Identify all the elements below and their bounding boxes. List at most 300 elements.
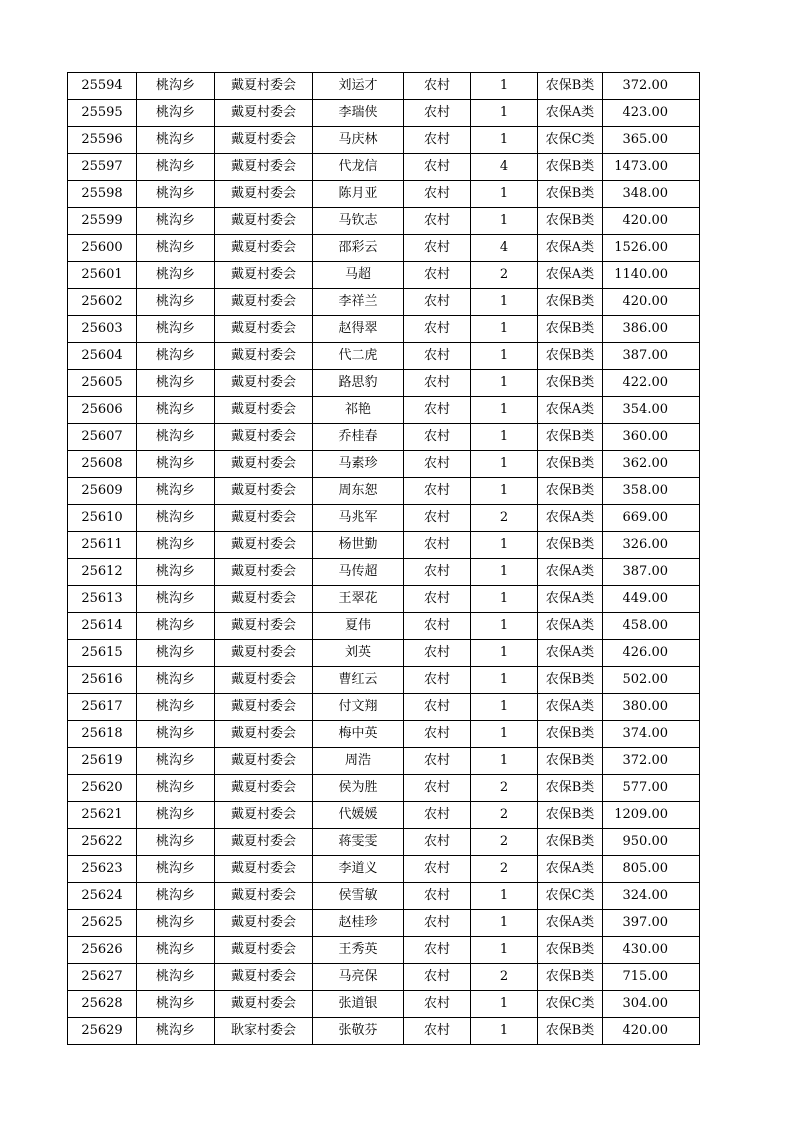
village-committee-cell: 戴夏村委会 — [215, 451, 313, 478]
area-type-cell: 农村 — [404, 910, 471, 937]
record-id-cell: 25607 — [68, 424, 137, 451]
person-name-cell: 祁艳 — [313, 397, 404, 424]
township-cell: 桃沟乡 — [137, 208, 215, 235]
household-count-cell: 2 — [471, 964, 538, 991]
insurance-category-cell: 农保B类 — [538, 532, 603, 559]
household-count-cell: 1 — [471, 73, 538, 100]
record-id-cell: 25603 — [68, 316, 137, 343]
village-committee-cell: 戴夏村委会 — [215, 235, 313, 262]
household-count-cell: 2 — [471, 262, 538, 289]
record-id-cell: 25595 — [68, 100, 137, 127]
record-id-cell: 25625 — [68, 910, 137, 937]
township-cell: 桃沟乡 — [137, 694, 215, 721]
table-row — [68, 289, 700, 316]
amount-cell: 1473.00 — [603, 154, 700, 181]
record-id-cell: 25605 — [68, 370, 137, 397]
insurance-category-cell: 农保B类 — [538, 73, 603, 100]
area-type-cell: 农村 — [404, 343, 471, 370]
area-type-cell: 农村 — [404, 127, 471, 154]
household-count-cell: 1 — [471, 127, 538, 154]
area-type-cell: 农村 — [404, 505, 471, 532]
amount-cell: 358.00 — [603, 478, 700, 505]
record-id-cell: 25598 — [68, 181, 137, 208]
household-count-cell: 1 — [471, 694, 538, 721]
amount-cell: 372.00 — [603, 748, 700, 775]
area-type-cell: 农村 — [404, 1018, 471, 1045]
insurance-category-cell: 农保B类 — [538, 802, 603, 829]
insurance-category-cell: 农保B类 — [538, 154, 603, 181]
record-id-cell: 25611 — [68, 532, 137, 559]
person-name-cell: 李道义 — [313, 856, 404, 883]
person-name-cell: 马兆军 — [313, 505, 404, 532]
area-type-cell: 农村 — [404, 100, 471, 127]
record-id-cell: 25626 — [68, 937, 137, 964]
amount-cell: 805.00 — [603, 856, 700, 883]
township-cell: 桃沟乡 — [137, 505, 215, 532]
table-row — [68, 910, 700, 937]
record-id-cell: 25621 — [68, 802, 137, 829]
amount-cell: 420.00 — [603, 289, 700, 316]
person-name-cell: 李瑞侠 — [313, 100, 404, 127]
person-name-cell: 曹红云 — [313, 667, 404, 694]
township-cell: 桃沟乡 — [137, 1018, 215, 1045]
insurance-category-cell: 农保C类 — [538, 127, 603, 154]
township-cell: 桃沟乡 — [137, 154, 215, 181]
record-id-cell: 25601 — [68, 262, 137, 289]
household-count-cell: 1 — [471, 370, 538, 397]
area-type-cell: 农村 — [404, 532, 471, 559]
amount-cell: 380.00 — [603, 694, 700, 721]
person-name-cell: 马传超 — [313, 559, 404, 586]
village-committee-cell: 戴夏村委会 — [215, 370, 313, 397]
village-committee-cell: 戴夏村委会 — [215, 910, 313, 937]
household-count-cell: 1 — [471, 424, 538, 451]
table-row — [68, 586, 700, 613]
village-committee-cell: 戴夏村委会 — [215, 748, 313, 775]
household-count-cell: 1 — [471, 991, 538, 1018]
amount-cell: 387.00 — [603, 559, 700, 586]
insurance-category-cell: 农保B类 — [538, 208, 603, 235]
village-committee-cell: 戴夏村委会 — [215, 559, 313, 586]
person-name-cell: 马亮保 — [313, 964, 404, 991]
record-id-cell: 25623 — [68, 856, 137, 883]
household-count-cell: 1 — [471, 289, 538, 316]
village-committee-cell: 戴夏村委会 — [215, 586, 313, 613]
township-cell: 桃沟乡 — [137, 451, 215, 478]
area-type-cell: 农村 — [404, 721, 471, 748]
township-cell: 桃沟乡 — [137, 883, 215, 910]
area-type-cell: 农村 — [404, 964, 471, 991]
table-row — [68, 613, 700, 640]
person-name-cell: 马钦志 — [313, 208, 404, 235]
insurance-category-cell: 农保A类 — [538, 505, 603, 532]
amount-cell: 502.00 — [603, 667, 700, 694]
person-name-cell: 侯雪敏 — [313, 883, 404, 910]
township-cell: 桃沟乡 — [137, 100, 215, 127]
table-row — [68, 208, 700, 235]
township-cell: 桃沟乡 — [137, 640, 215, 667]
household-count-cell: 1 — [471, 910, 538, 937]
amount-cell: 1526.00 — [603, 235, 700, 262]
area-type-cell: 农村 — [404, 667, 471, 694]
record-id-cell: 25629 — [68, 1018, 137, 1045]
record-id-cell: 25628 — [68, 991, 137, 1018]
person-name-cell: 邵彩云 — [313, 235, 404, 262]
township-cell: 桃沟乡 — [137, 802, 215, 829]
insurance-category-cell: 农保B类 — [538, 451, 603, 478]
record-id-cell: 25594 — [68, 73, 137, 100]
record-id-cell: 25599 — [68, 208, 137, 235]
person-name-cell: 马庆林 — [313, 127, 404, 154]
household-count-cell: 1 — [471, 451, 538, 478]
table-row — [68, 856, 700, 883]
record-id-cell: 25627 — [68, 964, 137, 991]
amount-cell: 362.00 — [603, 451, 700, 478]
record-id-cell: 25596 — [68, 127, 137, 154]
area-type-cell: 农村 — [404, 154, 471, 181]
village-committee-cell: 戴夏村委会 — [215, 991, 313, 1018]
township-cell: 桃沟乡 — [137, 397, 215, 424]
table-row — [68, 181, 700, 208]
township-cell: 桃沟乡 — [137, 289, 215, 316]
person-name-cell: 杨世勤 — [313, 532, 404, 559]
area-type-cell: 农村 — [404, 748, 471, 775]
table-row — [68, 991, 700, 1018]
insurance-category-cell: 农保B类 — [538, 721, 603, 748]
area-type-cell: 农村 — [404, 316, 471, 343]
table-row — [68, 559, 700, 586]
amount-cell: 374.00 — [603, 721, 700, 748]
record-id-cell: 25624 — [68, 883, 137, 910]
insurance-category-cell: 农保B类 — [538, 181, 603, 208]
township-cell: 桃沟乡 — [137, 667, 215, 694]
household-count-cell: 1 — [471, 343, 538, 370]
household-count-cell: 1 — [471, 883, 538, 910]
record-id-cell: 25608 — [68, 451, 137, 478]
insurance-category-cell: 农保B类 — [538, 1018, 603, 1045]
township-cell: 桃沟乡 — [137, 532, 215, 559]
village-committee-cell: 戴夏村委会 — [215, 937, 313, 964]
person-name-cell: 赵桂珍 — [313, 910, 404, 937]
person-name-cell: 代媛媛 — [313, 802, 404, 829]
table-row — [68, 370, 700, 397]
record-id-cell: 25618 — [68, 721, 137, 748]
insurance-category-cell: 农保B类 — [538, 775, 603, 802]
person-name-cell: 张敬芬 — [313, 1018, 404, 1045]
table-row — [68, 505, 700, 532]
village-committee-cell: 戴夏村委会 — [215, 478, 313, 505]
village-committee-cell: 戴夏村委会 — [215, 181, 313, 208]
insurance-category-cell: 农保B类 — [538, 424, 603, 451]
amount-cell: 458.00 — [603, 613, 700, 640]
amount-cell: 360.00 — [603, 424, 700, 451]
township-cell: 桃沟乡 — [137, 991, 215, 1018]
table-row — [68, 154, 700, 181]
insurance-category-cell: 农保B类 — [538, 964, 603, 991]
township-cell: 桃沟乡 — [137, 262, 215, 289]
insurance-category-cell: 农保A类 — [538, 235, 603, 262]
village-committee-cell: 戴夏村委会 — [215, 262, 313, 289]
record-id-cell: 25609 — [68, 478, 137, 505]
village-committee-cell: 戴夏村委会 — [215, 802, 313, 829]
amount-cell: 420.00 — [603, 208, 700, 235]
table-row — [68, 424, 700, 451]
area-type-cell: 农村 — [404, 478, 471, 505]
area-type-cell: 农村 — [404, 73, 471, 100]
village-committee-cell: 戴夏村委会 — [215, 721, 313, 748]
person-name-cell: 赵得翠 — [313, 316, 404, 343]
amount-cell: 426.00 — [603, 640, 700, 667]
insurance-category-cell: 农保C类 — [538, 883, 603, 910]
amount-cell: 422.00 — [603, 370, 700, 397]
amount-cell: 304.00 — [603, 991, 700, 1018]
amount-cell: 423.00 — [603, 100, 700, 127]
village-committee-cell: 耿家村委会 — [215, 1018, 313, 1045]
household-count-cell: 1 — [471, 937, 538, 964]
person-name-cell: 张道银 — [313, 991, 404, 1018]
household-count-cell: 1 — [471, 721, 538, 748]
person-name-cell: 路思豹 — [313, 370, 404, 397]
village-committee-cell: 戴夏村委会 — [215, 208, 313, 235]
insurance-category-cell: 农保A类 — [538, 586, 603, 613]
person-name-cell: 侯为胜 — [313, 775, 404, 802]
record-id-cell: 25606 — [68, 397, 137, 424]
area-type-cell: 农村 — [404, 235, 471, 262]
table-row — [68, 829, 700, 856]
person-name-cell: 马素珍 — [313, 451, 404, 478]
township-cell: 桃沟乡 — [137, 937, 215, 964]
area-type-cell: 农村 — [404, 775, 471, 802]
table-row — [68, 397, 700, 424]
table-row — [68, 316, 700, 343]
amount-cell: 324.00 — [603, 883, 700, 910]
area-type-cell: 农村 — [404, 181, 471, 208]
household-count-cell: 1 — [471, 181, 538, 208]
village-committee-cell: 戴夏村委会 — [215, 424, 313, 451]
village-committee-cell: 戴夏村委会 — [215, 100, 313, 127]
area-type-cell: 农村 — [404, 613, 471, 640]
area-type-cell: 农村 — [404, 856, 471, 883]
village-committee-cell: 戴夏村委会 — [215, 532, 313, 559]
amount-cell: 449.00 — [603, 586, 700, 613]
person-name-cell: 李祥兰 — [313, 289, 404, 316]
household-count-cell: 2 — [471, 505, 538, 532]
amount-cell: 387.00 — [603, 343, 700, 370]
household-count-cell: 1 — [471, 613, 538, 640]
insurance-category-cell: 农保A类 — [538, 910, 603, 937]
table-row — [68, 262, 700, 289]
insurance-category-cell: 农保A类 — [538, 856, 603, 883]
insurance-category-cell: 农保A类 — [538, 613, 603, 640]
amount-cell: 1140.00 — [603, 262, 700, 289]
township-cell: 桃沟乡 — [137, 964, 215, 991]
beneficiary-table — [67, 72, 700, 1045]
household-count-cell: 4 — [471, 235, 538, 262]
village-committee-cell: 戴夏村委会 — [215, 694, 313, 721]
township-cell: 桃沟乡 — [137, 316, 215, 343]
table-row — [68, 667, 700, 694]
village-committee-cell: 戴夏村委会 — [215, 316, 313, 343]
household-count-cell: 1 — [471, 640, 538, 667]
insurance-category-cell: 农保B类 — [538, 289, 603, 316]
township-cell: 桃沟乡 — [137, 127, 215, 154]
township-cell: 桃沟乡 — [137, 748, 215, 775]
record-id-cell: 25620 — [68, 775, 137, 802]
village-committee-cell: 戴夏村委会 — [215, 964, 313, 991]
household-count-cell: 1 — [471, 667, 538, 694]
area-type-cell: 农村 — [404, 289, 471, 316]
household-count-cell: 1 — [471, 316, 538, 343]
village-committee-cell: 戴夏村委会 — [215, 856, 313, 883]
amount-cell: 669.00 — [603, 505, 700, 532]
amount-cell: 348.00 — [603, 181, 700, 208]
table-row — [68, 775, 700, 802]
village-committee-cell: 戴夏村委会 — [215, 775, 313, 802]
insurance-category-cell: 农保B类 — [538, 748, 603, 775]
table-body — [68, 73, 700, 1045]
table-row — [68, 127, 700, 154]
table-row — [68, 721, 700, 748]
area-type-cell: 农村 — [404, 208, 471, 235]
area-type-cell: 农村 — [404, 451, 471, 478]
insurance-category-cell: 农保B类 — [538, 370, 603, 397]
village-committee-cell: 戴夏村委会 — [215, 73, 313, 100]
insurance-category-cell: 农保A类 — [538, 100, 603, 127]
village-committee-cell: 戴夏村委会 — [215, 829, 313, 856]
township-cell: 桃沟乡 — [137, 721, 215, 748]
record-id-cell: 25619 — [68, 748, 137, 775]
village-committee-cell: 戴夏村委会 — [215, 154, 313, 181]
person-name-cell: 刘运才 — [313, 73, 404, 100]
village-committee-cell: 戴夏村委会 — [215, 127, 313, 154]
person-name-cell: 周东恕 — [313, 478, 404, 505]
amount-cell: 354.00 — [603, 397, 700, 424]
village-committee-cell: 戴夏村委会 — [215, 289, 313, 316]
table-row — [68, 1018, 700, 1045]
township-cell: 桃沟乡 — [137, 235, 215, 262]
person-name-cell: 付文翔 — [313, 694, 404, 721]
table-row — [68, 802, 700, 829]
person-name-cell: 王秀英 — [313, 937, 404, 964]
amount-cell: 950.00 — [603, 829, 700, 856]
amount-cell: 577.00 — [603, 775, 700, 802]
table-row — [68, 964, 700, 991]
township-cell: 桃沟乡 — [137, 370, 215, 397]
township-cell: 桃沟乡 — [137, 181, 215, 208]
household-count-cell: 1 — [471, 397, 538, 424]
area-type-cell: 农村 — [404, 991, 471, 1018]
amount-cell: 386.00 — [603, 316, 700, 343]
person-name-cell: 夏伟 — [313, 613, 404, 640]
area-type-cell: 农村 — [404, 262, 471, 289]
township-cell: 桃沟乡 — [137, 586, 215, 613]
area-type-cell: 农村 — [404, 883, 471, 910]
village-committee-cell: 戴夏村委会 — [215, 397, 313, 424]
insurance-category-cell: 农保B类 — [538, 316, 603, 343]
village-committee-cell: 戴夏村委会 — [215, 343, 313, 370]
person-name-cell: 周浩 — [313, 748, 404, 775]
household-count-cell: 1 — [471, 586, 538, 613]
household-count-cell: 1 — [471, 208, 538, 235]
village-committee-cell: 戴夏村委会 — [215, 667, 313, 694]
insurance-category-cell: 农保A类 — [538, 694, 603, 721]
record-id-cell: 25602 — [68, 289, 137, 316]
table-row — [68, 532, 700, 559]
township-cell: 桃沟乡 — [137, 856, 215, 883]
area-type-cell: 农村 — [404, 559, 471, 586]
township-cell: 桃沟乡 — [137, 424, 215, 451]
amount-cell: 420.00 — [603, 1018, 700, 1045]
insurance-category-cell: 农保B类 — [538, 343, 603, 370]
insurance-category-cell: 农保A类 — [538, 559, 603, 586]
person-name-cell: 梅中英 — [313, 721, 404, 748]
household-count-cell: 1 — [471, 100, 538, 127]
amount-cell: 372.00 — [603, 73, 700, 100]
household-count-cell: 1 — [471, 1018, 538, 1045]
amount-cell: 430.00 — [603, 937, 700, 964]
person-name-cell: 代二虎 — [313, 343, 404, 370]
amount-cell: 326.00 — [603, 532, 700, 559]
amount-cell: 1209.00 — [603, 802, 700, 829]
person-name-cell: 代龙信 — [313, 154, 404, 181]
household-count-cell: 2 — [471, 856, 538, 883]
township-cell: 桃沟乡 — [137, 775, 215, 802]
table-row — [68, 343, 700, 370]
area-type-cell: 农村 — [404, 829, 471, 856]
insurance-category-cell: 农保A类 — [538, 397, 603, 424]
area-type-cell: 农村 — [404, 370, 471, 397]
table-row — [68, 883, 700, 910]
record-id-cell: 25613 — [68, 586, 137, 613]
record-id-cell: 25615 — [68, 640, 137, 667]
table-row — [68, 100, 700, 127]
table-row — [68, 73, 700, 100]
township-cell: 桃沟乡 — [137, 73, 215, 100]
table-row — [68, 235, 700, 262]
township-cell: 桃沟乡 — [137, 829, 215, 856]
table-row — [68, 694, 700, 721]
area-type-cell: 农村 — [404, 640, 471, 667]
village-committee-cell: 戴夏村委会 — [215, 505, 313, 532]
amount-cell: 365.00 — [603, 127, 700, 154]
amount-cell: 397.00 — [603, 910, 700, 937]
area-type-cell: 农村 — [404, 802, 471, 829]
table-row — [68, 478, 700, 505]
insurance-category-cell: 农保A类 — [538, 640, 603, 667]
record-id-cell: 25617 — [68, 694, 137, 721]
township-cell: 桃沟乡 — [137, 478, 215, 505]
village-committee-cell: 戴夏村委会 — [215, 883, 313, 910]
record-id-cell: 25610 — [68, 505, 137, 532]
table-row — [68, 640, 700, 667]
area-type-cell: 农村 — [404, 937, 471, 964]
record-id-cell: 25612 — [68, 559, 137, 586]
insurance-category-cell: 农保C类 — [538, 991, 603, 1018]
person-name-cell: 蒋雯雯 — [313, 829, 404, 856]
insurance-category-cell: 农保B类 — [538, 937, 603, 964]
area-type-cell: 农村 — [404, 397, 471, 424]
township-cell: 桃沟乡 — [137, 343, 215, 370]
area-type-cell: 农村 — [404, 424, 471, 451]
record-id-cell: 25600 — [68, 235, 137, 262]
table-row — [68, 937, 700, 964]
insurance-category-cell: 农保B类 — [538, 667, 603, 694]
person-name-cell: 马超 — [313, 262, 404, 289]
insurance-category-cell: 农保A类 — [538, 262, 603, 289]
record-id-cell: 25597 — [68, 154, 137, 181]
township-cell: 桃沟乡 — [137, 559, 215, 586]
village-committee-cell: 戴夏村委会 — [215, 613, 313, 640]
